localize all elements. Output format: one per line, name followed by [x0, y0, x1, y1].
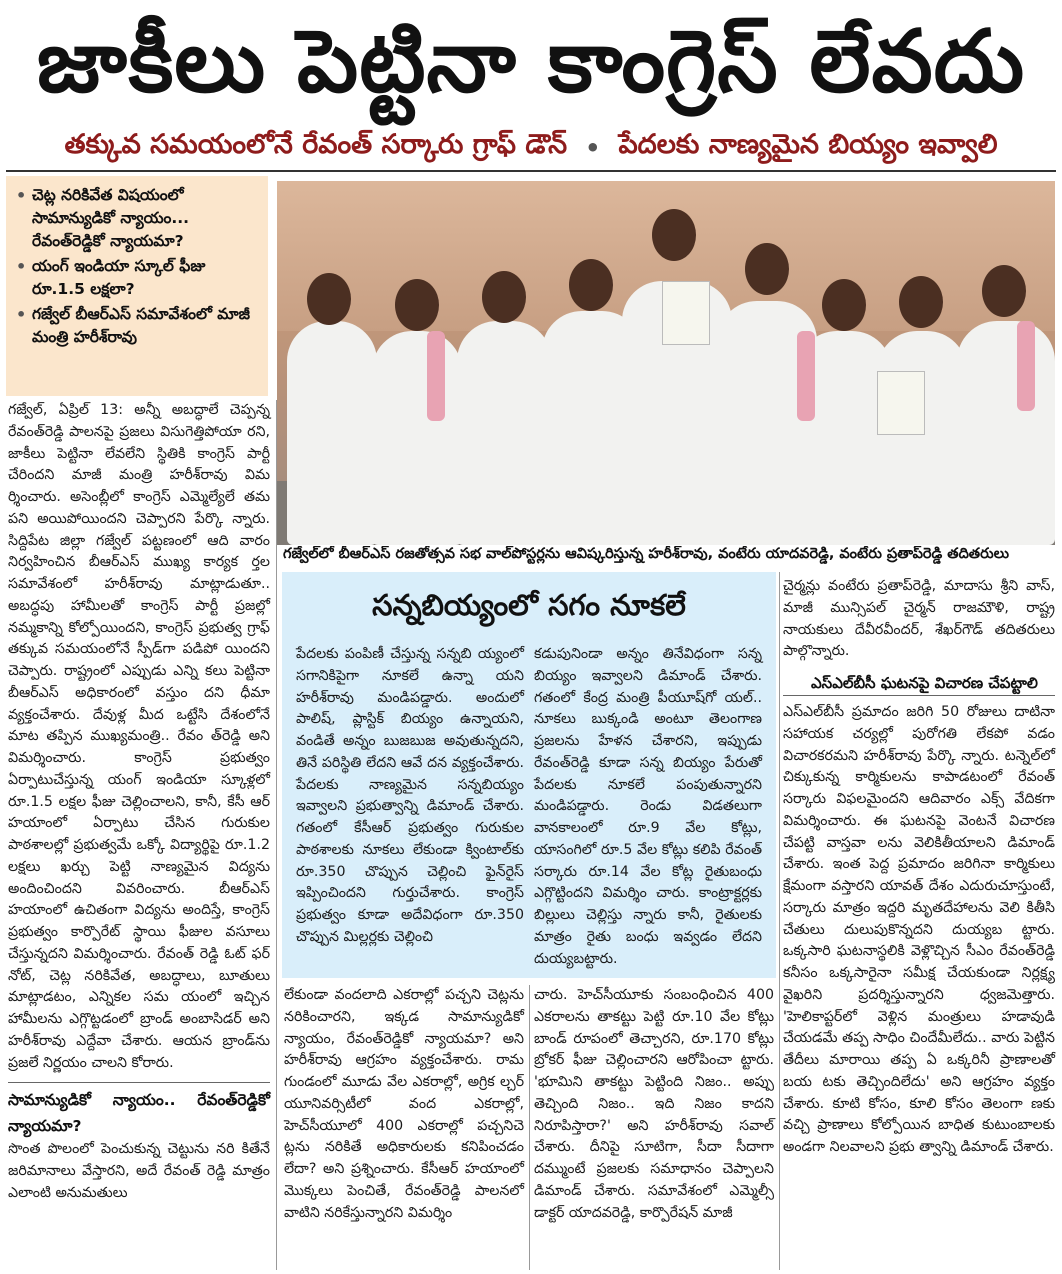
photo-poster [662, 281, 710, 345]
photo-poster [877, 371, 925, 435]
article-column-right [783, 576, 1055, 1270]
photo-scarf [427, 331, 445, 421]
highlight-point-text: గజ్వేల్ బీఆర్ఎస్ సమావేశంలో మాజీ మంత్రి హరీశ్‌రావు [32, 305, 250, 346]
photo-person-head [482, 271, 526, 323]
headline-banner [0, 0, 1062, 124]
article-column-lower-2: చారు. హెచ్‌సీయూకు సంబంధించిన 400 ఎకరాలను తాకట్టు పెట్టి రూ.10 వేల కోట్లు బాండ్ రూపంలో తెచ్చారని, రూ.170 కోట్లు బ్రోకర్ ఫీజు చెల్లించారని ఆరోపించా ట్టారు. 'భూమిని తాకట్టు పెట్టింది నిజం.. అప్పు తెచ్చింది నిజం.. ఇది నిజం కాదని నిరూపిస్తారా?' అని హరీశ్‌రావు సవాల్ చేశారు. దీనిపై సూటిగా, సీదా సీదాగా దమ్ముంటే ప్రజలకు సమాధానం చెప్పాలని డిమాండ్ చేశారు. సమావేశంలో ఎమ్మెల్సీ డాక్టర్ యాదవరెడ్డి, కార్పొరేషన్ మాజీ [534, 987, 774, 1221]
sidebar-box-column: పేదలకు పంపిణీ చేస్తున్న సన్నబి య్యంలో సగానికిపైగా నూకలే ఉన్నా యని హరీశ్‌రావు మండిపడ్డారు. అందులో పాలిష్, ప్లాస్టిక్ బియ్యం ఉన్నాయని, వండితే అన్నం బుజబుజ అవుతున్నదని, తినే పరిస్థితి లేదని ఆవే దన వ్యక్తంచేశారు. పేదలకు నాణ్యమైన సన్నబియ్యం ఇవ్వాలని ప్రభుత్వాన్ని డిమాండ్ చేశారు. గతంలో కేసీఆర్ ప్రభుత్వం గురుకుల పాఠశాలకు నూకలు లేకుండా క్వింటాల్‌కు రూ.350 చొప్పున చెల్లించి ఫైన్‌రైస్ ఇప్పించిందని గుర్తుచేశారు. కాంగ్రెస్ ప్రభుత్వం కూడా అదేవిధంగా రూ.350 చొప్పున మిల్లర్లకు చెల్లించి [296, 646, 524, 945]
bullet-icon: • [16, 257, 27, 276]
photo-person [372, 331, 462, 545]
article-paragraph: చైర్మన్లు వంటేరు ప్రతాప్‌రెడ్డి, మాదాసు శ్రీని వాస్, మాజీ మున్సిపల్ చైర్మన్ రాజమౌళి, రాష్ట్ర నాయకులు దేవీరవీందర్, శేఖర్‌గౌడ్ తదితరులు పాల్గొన్నారు. [783, 578, 1055, 660]
subheadline-1: తక్కువ సమయంలోనే రేవంత్ సర్కారు గ్రాఫ్ డౌన్ [64, 129, 568, 160]
column-divider [529, 985, 530, 1270]
article-column-left [8, 400, 270, 1270]
subheadline-separator: • [585, 134, 601, 162]
headline-rule [6, 170, 1056, 172]
article-paragraph: సొంత పొలంలో పెంచుకున్న చెట్టును నరి కితేనే జరిమానాలు వేస్తారని, అదే రేవంత్ రెడ్డి మాత్రం ఎలాంటి అనుమతులు [8, 1141, 270, 1201]
highlight-point-text: యంగ్ ఇండియా స్కూల్ ఫీజు రూ.1.5 లక్షలా? [32, 257, 206, 298]
sidebar-box [282, 572, 776, 978]
photo-person-head [395, 279, 439, 331]
photo-person [457, 321, 552, 545]
photo-person-head [822, 279, 866, 331]
sidebar-box-column: కడుపునిండా అన్నం తినేవిధంగా సన్న బియ్యం ఇవ్వాలని డిమాండ్ చేశారు. గతంలో కేంద్ర మంత్రి పీయూష్‌గో యల్.. నూకలు బుక్కండి అంటూ తెలంగాణ ప్రజలను హేళన చేశారని, ఇప్పుడు రేవంత్‌రెడ్డి కూడా సన్న బియ్యం పేరుతో పేదలకు నూకలే పంపుతున్నారని మండిపడ్డారు. రెండు విడతలుగా వానకాలంలో రూ.9 వేల కోట్లు, యాసంగిలో రూ.5 వేల కోట్లు కలిపి రేవంత్ సర్కారు రూ.14 వేల కోట్ల రైతుబంధు ఎగ్గొట్టిందని విమర్శిం చారు. కాంట్రాక్టర్లకు బిల్లులు చెల్లిస్తు న్నారు కానీ, రైతులకు మాత్రం రైతు బంధు ఇవ్వడం లేదని దుయ్యబట్టారు. [534, 646, 762, 967]
article-column-lower-1: లేకుండా వందలాది ఎకరాల్లో పచ్చని చెట్లను నరికించారని, ఇక్కడ సామాన్యుడికో న్యాయం, రేవంత్‌రెడ్డికో న్యాయమా? అని హరీశ్‌రావు ఆగ్రహం వ్యక్తంచేశారు. రామ గుండంలో మూడు వేల ఎకరాల్లో, అగ్రిక ల్చర్ యూనివర్సిటీలో వంద ఎకరాల్లో, హెచ్‌సీయూలో 400 ఎకరాల్లో పచ్చనిచె ట్లను నరికితే అధికారులకు కనిపించడం లేదా? అని ప్రశ్నించారు. కేసీఆర్ హయాంలో మొక్కలు పెంచితే, రేవంత్‌రెడ్డి పాలనలో వాటిని నరికేస్తున్నారని విమర్శిం [284, 987, 524, 1221]
article-paragraph: గజ్వేల్, ఏప్రిల్ 13: అన్నీ అబద్ధాలే చెప్పన్న రేవంత్‌రెడ్డి పాలనపై ప్రజలు విసుగెత్తిపోయా రని, జాకీలు పెట్టినా లేవలేని స్థితికి కాంగ్రెస్ పార్టీ చేరిందని మాజీ మంత్రి హరీశ్‌రావు విమ ర్శించారు. అసెంబ్లీలో కాంగ్రెస్ ఎమ్మెల్యేలే తమ పని అయిపోయిందని చెప్పారని పేర్కొ న్నారు. సిద్దిపేట జిల్లా గజ్వేల్ పట్టణంలో ఆది వారం నిర్వహించిన బీఆర్ఎస్ ముఖ్య కార్యక ర్తల సమావేశంలో హరీశ్‌రావు మాట్లాడుతూ.. అబద్ధపు హామీలతో కాంగ్రెస్ పార్టీ ప్రజల్లో నమ్మకాన్ని కోల్పోయిందని, కాంగ్రెస్ ప్రభుత్వ గ్రాఫ్ తక్కువ సమయంలోనే స్పీడ్‌గా పడిపో యిందని చెప్పారు. రాష్ట్రంలో ఎప్పుడు ఎన్ని కలు పెట్టినా బీఆర్ఎస్ అధికారంలో వస్తుం దని ధీమా వ్యక్తంచేశారు. దేవుళ్ల మీద ఒట్టేసి దేశంలోనే మాట తప్పిన ముఖ్యమంత్రి.. రేవం త్‌రెడ్డి అని విమర్శించారు. కాంగ్రెస్ ప్రభుత్వం ఏర్పాటుచేస్తున్న యంగ్ ఇండియా స్కూళ్లలో రూ.1.5 లక్షల ఫీజు చెల్లించాలని, కానీ, కేసీ ఆర్ హయాంలో ఏర్పాటు చేసిన గురుకుల పాఠశాలల్లో ప్రభుత్వమే ఒక్కో విద్యార్థిపై రూ.1.2 లక్షలు ఖర్చు పెట్టి నాణ్యమైన విద్యను అందించిందని వివరించారు. బీఆర్ఎస్ హయాంలో ఉచితంగా విద్యను అందిస్తే, కాంగ్రెస్ ప్రభుత్వం కార్పొరేట్ స్థాయి ఫీజుల వసూలు చేస్తున్నదని విమర్శించారు. రేవంత్ రెడ్డి ఓట్ ఫర్ నోట్, చెట్ల నరికివేత, అబద్ధాలు, బూతులు మాట్లాడటం, ఎన్నికల సమ యంలో ఇచ్చిన హామీలను ఎగ్గొట్టడంలో బ్రాండ్ అంబాసిడర్ అని హరీశ్‌రావు ఎద్దేవా చేశారు. ఆయన బ్రాండ్‌ను ప్రజలే నిర్ణయం చాలని కోరారు. [8, 402, 270, 1071]
photo-person-head [745, 243, 789, 295]
section-subhead: సామాన్యుడికో న్యాయం.. రేవంత్‌రెడ్డికో న్యాయమా? [8, 1082, 270, 1139]
column-divider [779, 572, 780, 1270]
article-paragraph: ఎస్ఎల్‌బీసీ ప్రమాదం జరిగి 50 రోజులు దాటినా సహాయక చర్యల్లో పురోగతి లేకపో వడం విచారకరమని హరీశ్‌రావు పేర్కొ న్నారు. టన్నెల్‌లో చిక్కుకున్న కార్మికులను కాపాడటంలో రేవంత్ సర్కారు విఫలమైందని ఆదివారం ఎక్స్ వేదికగా విమర్శించారు. ఈ ఘటనపై వెంటనే విచారణ చేపట్టి వాస్తవా లను వెలికితీయాలని డిమాండ్ చేశారు. ఇంత పెద్ద ప్రమాదం జరిగినా కార్మికులు క్షేమంగా వస్తారని యావత్ దేశం ఎదురుచూస్తుంటే, సర్కారు మాత్రం ఇద్దరి మృతదేహాలను వెలి కితీసి చేతులు దులుపుకొన్నదని దుయ్యబ ట్టారు. ఒక్కసారి ఘటనాస్థలికి వెళ్లొచ్చిన సీఎం రేవంత్‌రెడ్డి కనీసం ఒక్కసారైనా సమీక్ష చేయకుండా నిర్లక్ష్య వైఖరిని ప్రదర్శిస్తున్నారని ధ్వజమెత్తారు. 'హెలికాప్టర్‌లో వెళ్లిన మంత్రులు హడావుడి చేయడమే తప్ప సాధిం చిందేమీలేదు.. వారు పెట్టిన తేదీలు మారాయి తప్ప ఏ ఒక్కరినీ ప్రాణాలతో బయ టకు తెచ్చిందిలేదు' అని ఆగ్రహం వ్యక్తం చేశారు. కూటి కోసం, కూలి కోసం తెలంగా ణకు వచ్చి ప్రాణాలు కోల్పోయిన బాధిత కుటుంబాలకు అండగా నిలవాలని ప్రభు త్వాన్ని డిమాండ్ చేశారు. [783, 704, 1055, 1155]
photo-caption: గజ్వేల్‌లో బీఆర్ఎస్ రజతోత్సవ సభ వాల్‌పోస్టర్లను ఆవిష్కరిస్తున్న హరీశ్‌రావు, వంటేరు యాదవరెడ్డి, వంటేరు ప్రతాప్‌రెడ్డి తదితరులు [283, 546, 1010, 562]
highlight-point-text: చెట్ల నరికివేత విషయంలో సామాన్యుడికో న్యాయం... రేవంత్‌రెడ్డికో న్యాయమా? [32, 186, 190, 250]
bullet-icon: • [16, 305, 27, 324]
bullet-icon: • [16, 186, 27, 205]
photo-scarf [797, 331, 815, 421]
photo-person-head [307, 273, 351, 325]
photo-person-head [982, 265, 1026, 317]
photo-person [877, 331, 967, 545]
section-subhead: ఎస్ఎల్‌బీసీ ఘటనపై విచారణ చేపట్టాలి [783, 671, 1055, 696]
highlight-point [16, 255, 260, 301]
photo-person [287, 321, 377, 545]
highlight-point [16, 184, 260, 253]
photo-person [957, 321, 1055, 545]
subheadline-2: పేదలకు నాణ్యమైన బియ్యం ఇవ్వాలి [618, 129, 998, 160]
headline: జాకీలు పెట్టినా కాంగ్రెస్ లేవదు [36, 12, 1026, 112]
highlight-points-box [6, 176, 268, 396]
photo-person-head [899, 276, 943, 328]
subheadline-row [0, 126, 1062, 170]
column-divider [276, 400, 277, 1270]
photo-scarf [1017, 321, 1035, 411]
highlight-point [16, 303, 260, 349]
photo-person-head [569, 259, 613, 311]
news-photo [277, 181, 1055, 545]
sidebar-box-title: సన్నబియ్యంలో సగం నూకలే [372, 588, 686, 622]
photo-person-head [652, 209, 696, 261]
